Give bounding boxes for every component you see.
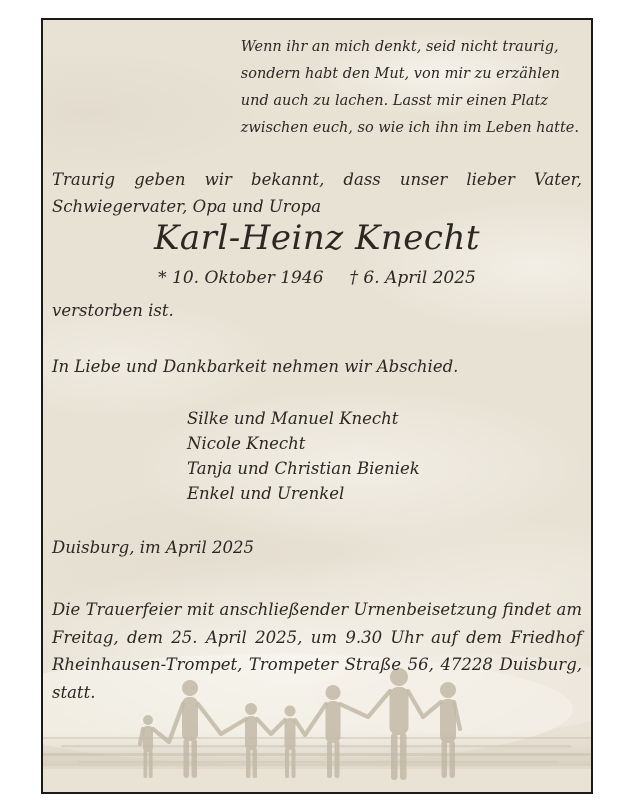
obituary-card — [41, 18, 593, 794]
memorial-poem — [241, 34, 579, 142]
poem-line: zwischen euch, so wie ich ihn im Leben hatte. — [240, 120, 579, 136]
mourner-line: Nicole Knecht — [187, 434, 306, 453]
place-and-date: Duisburg, im April 2025 — [52, 538, 255, 557]
announcement-text: Traurig geben wir bekannt, dass unser lieber Vater, Schwiegervater, Opa und Uropa — [52, 170, 582, 216]
mourners-list — [187, 406, 420, 506]
poem-line: und auch zu lachen. Lasst mir einen Platz — [240, 93, 548, 109]
deceased-name: Karl-Heinz Knecht — [153, 218, 481, 258]
funeral-details: Die Trauerfeier mit anschließender Urnenbeisetzung findet am Freitag, dem 25. April 2025, um 9.30 Uhr auf dem Friedhof Rheinhausen-Trompet, Trompeter Straße 56, 47228 Duisburg, statt. — [52, 600, 582, 702]
mourner-line: Enkel und Urenkel — [187, 484, 345, 503]
death-date: † 6. April 2025 — [349, 268, 476, 288]
life-dates — [43, 268, 591, 288]
birth-date: * 10. Oktober 1946 — [158, 268, 324, 288]
poem-line: Wenn ihr an mich denkt, seid nicht traurig, — [240, 39, 559, 55]
mourner-line: Tanja und Christian Bieniek — [187, 459, 420, 478]
farewell-text: In Liebe und Dankbarkeit nehmen wir Abschied. — [52, 357, 459, 376]
poem-line: sondern habt den Mut, von mir zu erzählen — [240, 66, 560, 82]
deceased-status-note: verstorben ist. — [52, 301, 174, 320]
mourner-line: Silke und Manuel Knecht — [187, 409, 399, 428]
